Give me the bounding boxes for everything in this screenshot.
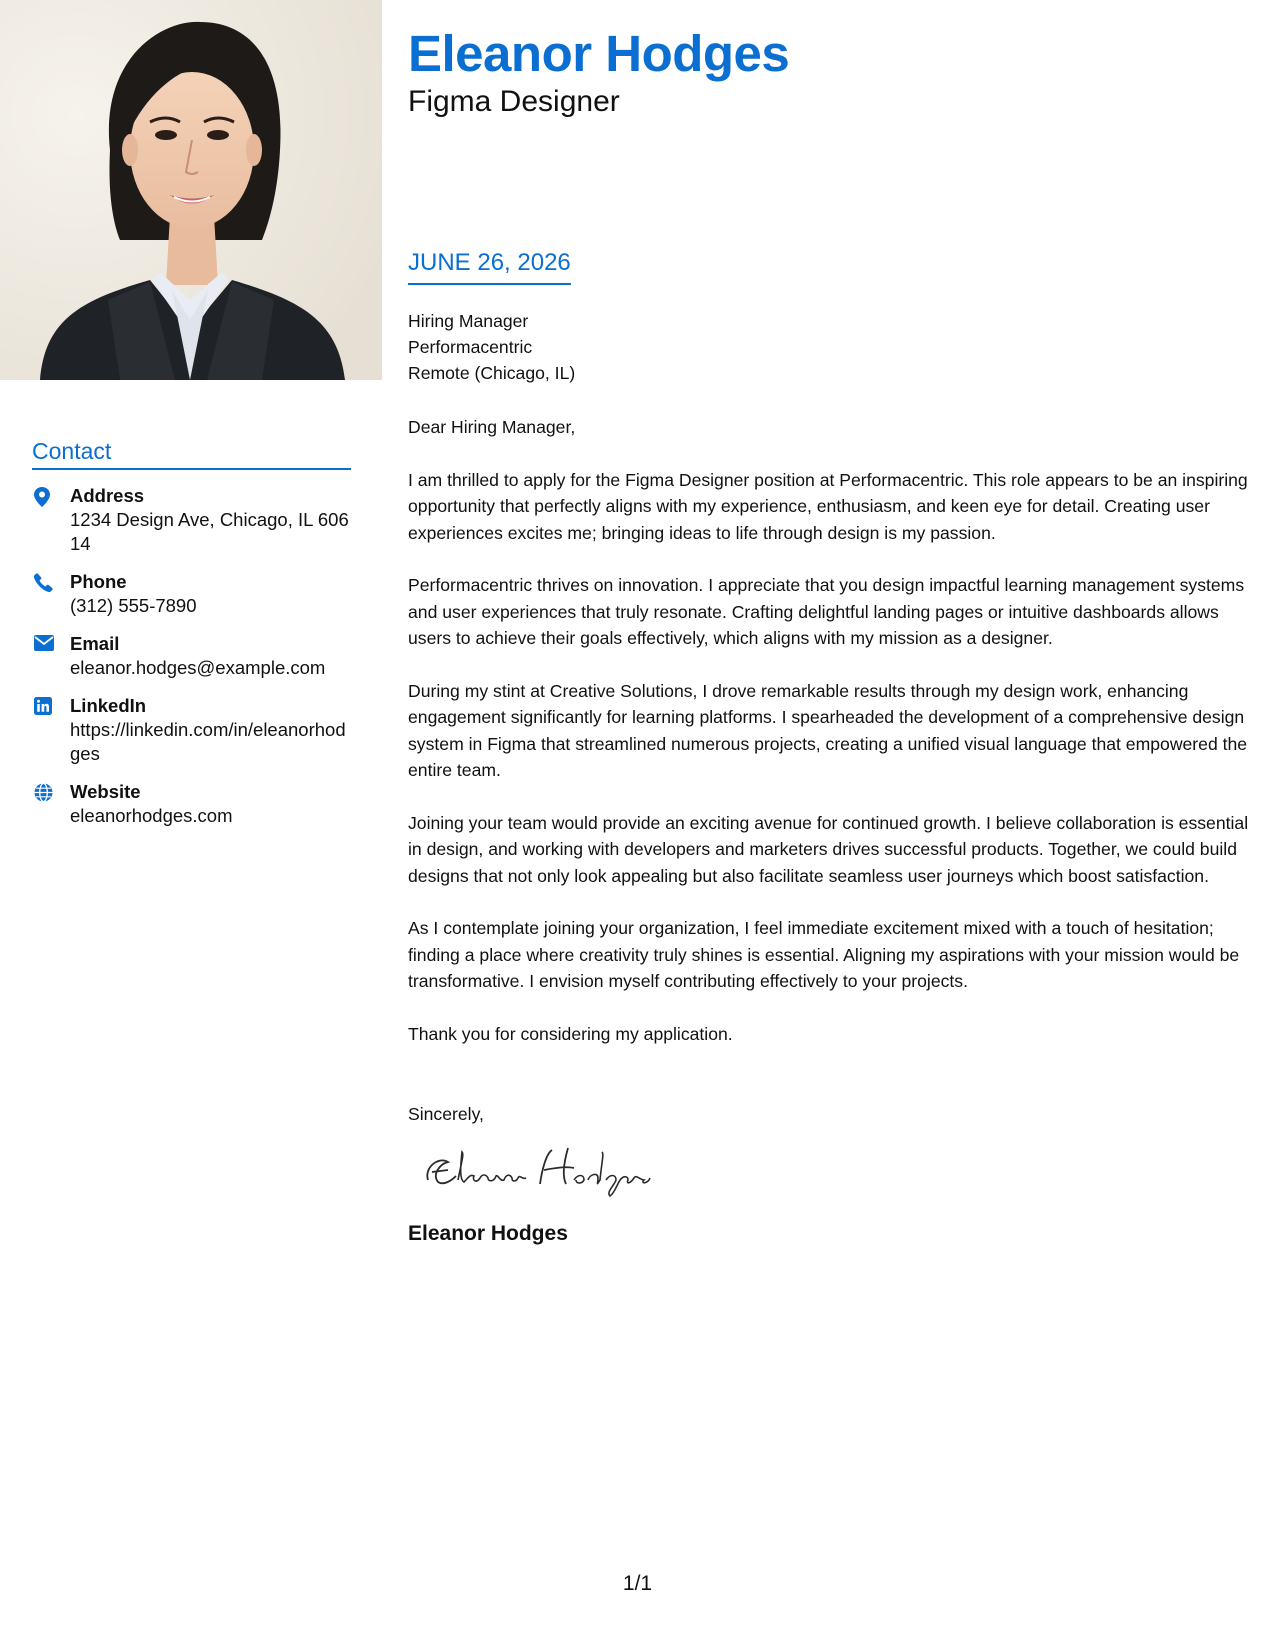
contact-value[interactable]: eleanor.hodges@example.com bbox=[70, 657, 326, 678]
closing: Sincerely, bbox=[408, 1104, 484, 1124]
signed-name: Eleanor Hodges bbox=[408, 1221, 568, 1245]
body-paragraph: During my stint at Creative Solutions, I drove remarkable results through my design work, enhancing engagement significantly for learning platforms. I spearheaded the development of a comprehensive design system in Figma that streamlined numerous projects, creating a unified visual language that empowered the entire team. bbox=[408, 680, 1248, 780]
contact-value[interactable]: https://linkedin.com/in/eleanorhodges bbox=[70, 719, 346, 764]
body-paragraph: Joining your team would provide an exciting avenue for continued growth. I believe collaboration is essential in design, and working with developers and marketers drives successful products. Together, we could build designs that not only look appealing but also facilitate seamless user journeys which boost satisfaction. bbox=[408, 812, 1249, 886]
body-paragraph: As I contemplate joining your organization, I feel immediate excitement mixed with a touch of hesitation; finding a place where creativity truly shines is essential. Aligning my aspirations with your mission would be transformative. I envision myself contributing effectively to your projects. bbox=[408, 918, 1240, 991]
contact-section bbox=[32, 438, 351, 842]
contact-item-address bbox=[32, 484, 351, 556]
email-icon bbox=[32, 632, 70, 651]
letter-date: JUNE 26, 2026 bbox=[408, 248, 571, 285]
recipient-block bbox=[408, 308, 1250, 386]
portrait-illustration bbox=[0, 0, 382, 380]
contact-heading: Contact bbox=[32, 438, 351, 470]
recipient-line: Performacentric bbox=[408, 337, 533, 357]
contact-label: Website bbox=[70, 781, 141, 802]
contact-label: LinkedIn bbox=[70, 695, 147, 716]
globe-icon bbox=[32, 780, 70, 802]
profile-photo bbox=[0, 0, 382, 380]
contact-label: Address bbox=[70, 485, 145, 506]
contact-item-linkedin bbox=[32, 694, 351, 766]
contact-label: Email bbox=[70, 633, 120, 654]
letter-header bbox=[408, 24, 789, 120]
letter-body bbox=[408, 308, 1250, 1248]
applicant-name: Eleanor Hodges bbox=[408, 25, 790, 82]
page-number: 1/1 bbox=[622, 1572, 653, 1595]
body-paragraph: Thank you for considering my application. bbox=[408, 1023, 733, 1044]
contact-value: 1234 Design Ave, Chicago, IL 60614 bbox=[70, 509, 349, 554]
contact-item-phone bbox=[32, 570, 351, 618]
recipient-line: Remote (Chicago, IL) bbox=[408, 363, 576, 383]
salutation: Dear Hiring Manager, bbox=[408, 417, 576, 437]
contact-item-email bbox=[32, 632, 351, 680]
contact-value: (312) 555-7890 bbox=[70, 595, 197, 616]
linkedin-icon bbox=[32, 694, 70, 715]
contact-value[interactable]: eleanorhodges.com bbox=[70, 805, 233, 826]
contact-label: Phone bbox=[70, 571, 127, 592]
job-title: Figma Designer bbox=[408, 85, 620, 118]
contact-item-website bbox=[32, 780, 351, 828]
map-pin-icon bbox=[32, 484, 70, 507]
phone-icon bbox=[32, 570, 70, 592]
body-paragraph: Performacentric thrives on innovation. I appreciate that you design impactful learning management systems and user experiences that truly resonate. Crafting delightful landing pages or intuitive dashboards allows users to achieve their goals effectively, which aligns with my mission as a designer. bbox=[408, 575, 1245, 648]
body-paragraph: I am thrilled to apply for the Figma Designer position at Performacentric. This role appears to be an inspiring opportunity that perfectly aligns with my experience, enthusiasm, and keen eye for detail. Creating user experiences excites me; bringing ideas to life through design is my passion. bbox=[408, 469, 1248, 543]
recipient-line: Hiring Manager bbox=[408, 311, 529, 331]
handwritten-signature bbox=[418, 1140, 1250, 1204]
